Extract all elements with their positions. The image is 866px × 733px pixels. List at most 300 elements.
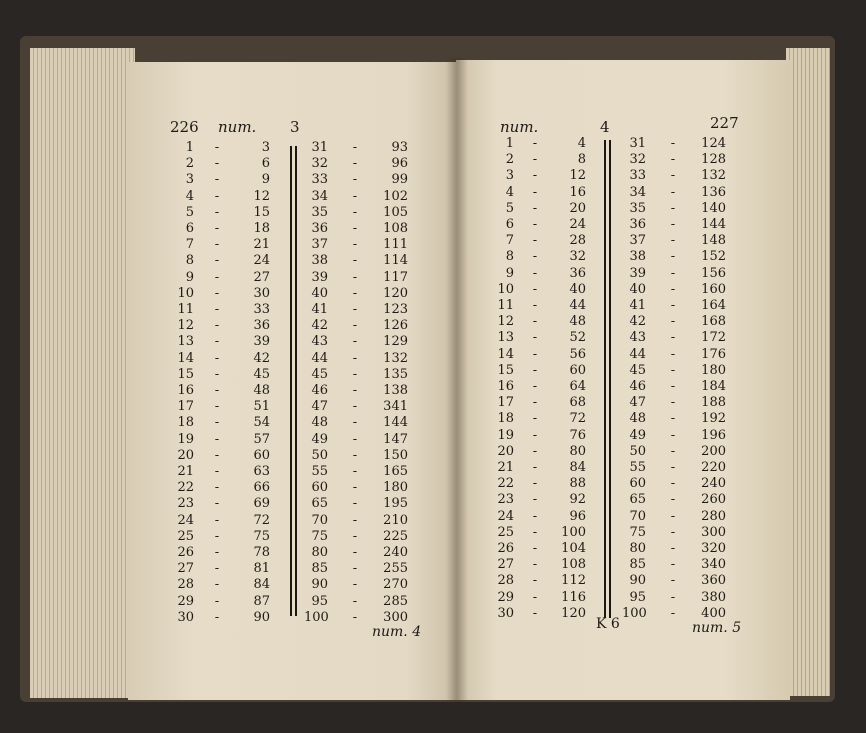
- row-number: 28: [177, 577, 194, 593]
- row-separator: -: [670, 233, 676, 249]
- row-number: 11: [497, 298, 514, 313]
- row-number: 13: [177, 334, 194, 350]
- row-number: 5: [505, 200, 514, 216]
- row-number: 10: [497, 281, 514, 297]
- right-column-rule: [604, 140, 606, 618]
- row-separator: -: [532, 314, 538, 330]
- row-separator: -: [532, 362, 538, 378]
- row-separator: -: [532, 152, 538, 168]
- row-product: 147: [383, 431, 408, 447]
- row-separator: -: [532, 605, 538, 621]
- row-separator: -: [352, 302, 358, 317]
- row-number: 70: [629, 508, 646, 524]
- row-number: 43: [311, 334, 328, 350]
- left-header-label: num.: [218, 118, 257, 136]
- row-separator: -: [670, 492, 676, 508]
- row-separator: -: [670, 152, 676, 168]
- row-product: 114: [383, 253, 408, 269]
- book-gutter: [446, 58, 468, 702]
- row-product: 285: [383, 593, 408, 609]
- row-separator: -: [214, 561, 220, 577]
- row-product: 33: [253, 302, 270, 317]
- row-product: 400: [701, 605, 726, 621]
- row-separator: -: [352, 334, 358, 350]
- row-number: 90: [311, 577, 328, 593]
- row-separator: -: [532, 379, 538, 394]
- row-separator: -: [670, 411, 676, 427]
- row-separator: -: [352, 464, 358, 479]
- row-number: 25: [177, 528, 194, 544]
- row-product: 99: [391, 172, 408, 188]
- row-separator: -: [532, 281, 538, 297]
- row-separator: -: [352, 577, 358, 593]
- row-separator: -: [214, 545, 220, 560]
- row-number: 7: [505, 233, 514, 249]
- row-product: 116: [561, 589, 586, 605]
- row-product: 270: [383, 577, 408, 593]
- row-number: 3: [505, 168, 514, 184]
- row-product: 72: [569, 411, 586, 427]
- row-number: 9: [185, 269, 194, 285]
- row-product: 120: [383, 285, 408, 301]
- row-product: 69: [253, 496, 270, 512]
- row-product: 4: [577, 136, 586, 151]
- row-number: 27: [177, 561, 194, 577]
- row-product: 24: [569, 217, 586, 232]
- row-separator: -: [532, 136, 538, 151]
- left-column-rule: [295, 146, 297, 616]
- row-separator: -: [352, 447, 358, 463]
- row-separator: -: [532, 233, 538, 249]
- row-separator: -: [670, 427, 676, 443]
- row-number: 38: [311, 253, 328, 269]
- row-number: 31: [311, 140, 328, 155]
- row-number: 42: [311, 318, 328, 334]
- row-number: 12: [497, 314, 514, 330]
- row-number: 41: [629, 298, 646, 313]
- row-product: 260: [701, 492, 726, 508]
- row-separator: -: [670, 557, 676, 573]
- row-separator: -: [214, 302, 220, 317]
- right-header-number: 4: [600, 118, 610, 136]
- row-separator: -: [532, 217, 538, 232]
- row-product: 100: [561, 524, 586, 540]
- row-product: 340: [701, 557, 726, 573]
- row-product: 12: [569, 168, 586, 184]
- row-number: 34: [629, 184, 646, 200]
- row-product: 104: [561, 541, 586, 556]
- row-number: 40: [629, 281, 646, 297]
- row-number: 36: [311, 221, 328, 236]
- row-separator: -: [532, 427, 538, 443]
- row-product: 80: [569, 443, 586, 459]
- row-number: 22: [497, 476, 514, 492]
- row-separator: -: [532, 395, 538, 411]
- row-product: 90: [253, 609, 270, 625]
- row-separator: -: [670, 508, 676, 524]
- row-number: 50: [629, 443, 646, 459]
- row-number: 3: [185, 172, 194, 188]
- row-number: 14: [497, 346, 514, 362]
- row-number: 28: [497, 573, 514, 589]
- row-product: 84: [253, 577, 270, 593]
- row-separator: -: [214, 172, 220, 188]
- row-product: 124: [701, 136, 726, 151]
- row-separator: -: [214, 156, 220, 172]
- row-product: 180: [383, 480, 408, 496]
- row-number: 6: [505, 217, 514, 232]
- row-separator: -: [670, 184, 676, 200]
- row-product: 341: [383, 399, 408, 415]
- page-edges-right: [786, 48, 830, 696]
- row-separator: -: [352, 609, 358, 625]
- row-product: 64: [569, 379, 586, 394]
- left-footer-catchword: num. 4: [372, 624, 422, 640]
- row-separator: -: [670, 249, 676, 265]
- row-separator: -: [214, 609, 220, 625]
- row-product: 81: [253, 561, 270, 577]
- row-separator: -: [670, 589, 676, 605]
- row-number: 42: [629, 314, 646, 330]
- row-number: 43: [629, 330, 646, 346]
- row-separator: -: [532, 249, 538, 265]
- row-separator: -: [214, 577, 220, 593]
- row-number: 38: [629, 249, 646, 265]
- row-number: 55: [311, 464, 328, 479]
- row-product: 20: [569, 200, 586, 216]
- row-separator: -: [670, 168, 676, 184]
- row-separator: -: [532, 524, 538, 540]
- row-separator: -: [670, 314, 676, 330]
- row-product: 44: [569, 298, 586, 313]
- page-edges-left: [30, 48, 135, 698]
- row-number: 18: [177, 415, 194, 431]
- row-product: 123: [383, 302, 408, 317]
- row-separator: -: [214, 366, 220, 382]
- row-number: 29: [497, 589, 514, 605]
- row-product: 51: [253, 399, 270, 415]
- row-number: 7: [185, 237, 194, 253]
- row-number: 41: [311, 302, 328, 317]
- row-separator: -: [532, 443, 538, 459]
- row-product: 210: [383, 512, 408, 528]
- row-product: 132: [383, 350, 408, 366]
- row-separator: -: [352, 366, 358, 382]
- row-separator: -: [670, 281, 676, 297]
- row-product: 188: [701, 395, 726, 411]
- row-separator: -: [214, 415, 220, 431]
- row-number: 11: [177, 302, 194, 317]
- row-number: 35: [311, 204, 328, 220]
- row-separator: -: [532, 589, 538, 605]
- row-number: 20: [497, 443, 514, 459]
- row-number: 75: [311, 528, 328, 544]
- row-product: 96: [569, 508, 586, 524]
- row-separator: -: [214, 253, 220, 269]
- row-number: 4: [505, 184, 514, 200]
- row-product: 18: [253, 221, 270, 236]
- row-number: 95: [311, 593, 328, 609]
- right-page: [456, 60, 790, 700]
- row-number: 36: [629, 217, 646, 232]
- row-product: 111: [383, 237, 408, 253]
- row-number: 23: [497, 492, 514, 508]
- row-separator: -: [670, 443, 676, 459]
- row-product: 32: [569, 249, 586, 265]
- row-product: 42: [253, 350, 270, 366]
- row-separator: -: [214, 334, 220, 350]
- row-separator: -: [670, 460, 676, 475]
- row-separator: -: [214, 204, 220, 220]
- row-separator: -: [532, 573, 538, 589]
- row-separator: -: [214, 528, 220, 544]
- row-product: 132: [701, 168, 726, 184]
- row-number: 1: [185, 140, 194, 155]
- row-separator: -: [532, 411, 538, 427]
- row-number: 44: [629, 346, 646, 362]
- row-separator: -: [532, 168, 538, 184]
- row-separator: -: [532, 476, 538, 492]
- row-number: 48: [629, 411, 646, 427]
- row-product: 21: [253, 237, 270, 253]
- row-number: 32: [629, 152, 646, 168]
- row-number: 8: [185, 253, 194, 269]
- row-product: 40: [569, 281, 586, 297]
- row-number: 90: [629, 573, 646, 589]
- row-product: 144: [701, 217, 726, 232]
- row-product: 156: [701, 265, 726, 281]
- row-separator: -: [214, 593, 220, 609]
- row-separator: -: [352, 204, 358, 220]
- row-product: 45: [253, 366, 270, 382]
- row-product: 68: [569, 395, 586, 411]
- row-product: 54: [253, 415, 270, 431]
- row-number: 47: [629, 395, 646, 411]
- row-product: 75: [253, 528, 270, 544]
- row-number: 95: [629, 589, 646, 605]
- row-number: 85: [311, 561, 328, 577]
- row-product: 380: [701, 589, 726, 605]
- row-separator: -: [532, 492, 538, 508]
- row-separator: -: [214, 285, 220, 301]
- row-product: 66: [253, 480, 270, 496]
- row-number: 24: [177, 512, 194, 528]
- row-separator: -: [352, 545, 358, 560]
- row-number: 37: [311, 237, 328, 253]
- row-product: 172: [701, 330, 726, 346]
- row-separator: -: [670, 217, 676, 232]
- row-product: 152: [701, 249, 726, 265]
- row-product: 48: [569, 314, 586, 330]
- row-number: 32: [311, 156, 328, 172]
- row-number: 33: [311, 172, 328, 188]
- row-separator: -: [214, 480, 220, 496]
- row-number: 49: [629, 427, 646, 443]
- row-separator: -: [352, 561, 358, 577]
- row-product: 240: [383, 545, 408, 560]
- row-separator: -: [214, 140, 220, 155]
- row-product: 225: [383, 528, 408, 544]
- row-product: 180: [701, 362, 726, 378]
- row-number: 60: [629, 476, 646, 492]
- row-product: 184: [701, 379, 726, 394]
- row-product: 135: [383, 366, 408, 382]
- row-separator: -: [352, 285, 358, 301]
- row-separator: -: [532, 460, 538, 475]
- row-product: 28: [569, 233, 586, 249]
- row-number: 21: [177, 464, 194, 479]
- row-product: 160: [701, 281, 726, 297]
- row-product: 240: [701, 476, 726, 492]
- row-separator: -: [352, 383, 358, 398]
- row-product: 48: [253, 383, 270, 398]
- left-page: [128, 62, 456, 700]
- row-number: 100: [304, 609, 329, 625]
- row-product: 195: [383, 496, 408, 512]
- row-separator: -: [214, 512, 220, 528]
- row-number: 29: [177, 593, 194, 609]
- row-separator: -: [532, 200, 538, 216]
- row-separator: -: [214, 350, 220, 366]
- row-number: 85: [629, 557, 646, 573]
- row-number: 75: [629, 524, 646, 540]
- row-number: 12: [177, 318, 194, 334]
- row-product: 3: [261, 140, 270, 155]
- row-separator: -: [352, 140, 358, 155]
- row-product: 148: [701, 233, 726, 249]
- row-number: 10: [177, 285, 194, 301]
- row-number: 37: [629, 233, 646, 249]
- row-product: 39: [253, 334, 270, 350]
- row-number: 30: [497, 605, 514, 621]
- row-separator: -: [352, 237, 358, 253]
- row-separator: -: [352, 593, 358, 609]
- row-number: 25: [497, 524, 514, 540]
- row-separator: -: [532, 557, 538, 573]
- row-number: 100: [622, 605, 647, 621]
- row-number: 31: [629, 136, 646, 151]
- row-product: 30: [253, 285, 270, 301]
- row-separator: -: [670, 379, 676, 394]
- row-product: 117: [383, 269, 408, 285]
- row-separator: -: [214, 431, 220, 447]
- row-separator: -: [352, 221, 358, 236]
- row-product: 88: [569, 476, 586, 492]
- row-product: 36: [253, 318, 270, 334]
- row-number: 70: [311, 512, 328, 528]
- row-number: 50: [311, 447, 328, 463]
- row-product: 138: [383, 383, 408, 398]
- row-product: 15: [253, 204, 270, 220]
- row-number: 20: [177, 447, 194, 463]
- row-product: 78: [253, 545, 270, 560]
- row-product: 52: [569, 330, 586, 346]
- row-product: 9: [261, 172, 270, 188]
- row-number: 80: [311, 545, 328, 560]
- row-product: 112: [561, 573, 586, 589]
- row-number: 55: [629, 460, 646, 475]
- row-separator: -: [670, 476, 676, 492]
- row-number: 30: [177, 609, 194, 625]
- row-number: 2: [185, 156, 194, 172]
- row-product: 12: [253, 188, 270, 204]
- row-separator: -: [214, 447, 220, 463]
- row-number: 8: [505, 249, 514, 265]
- row-product: 57: [253, 431, 270, 447]
- row-separator: -: [352, 188, 358, 204]
- row-product: 108: [561, 557, 586, 573]
- row-product: 164: [701, 298, 726, 313]
- row-product: 136: [701, 184, 726, 200]
- row-separator: -: [214, 383, 220, 398]
- row-number: 9: [505, 265, 514, 281]
- row-separator: -: [352, 512, 358, 528]
- row-number: 1: [505, 136, 514, 151]
- row-number: 15: [177, 366, 194, 382]
- row-number: 45: [311, 366, 328, 382]
- row-separator: -: [352, 350, 358, 366]
- row-number: 14: [177, 350, 194, 366]
- row-product: 300: [383, 609, 408, 625]
- row-separator: -: [670, 298, 676, 313]
- row-separator: -: [352, 269, 358, 285]
- row-separator: -: [214, 464, 220, 479]
- row-separator: -: [214, 318, 220, 334]
- row-product: 92: [569, 492, 586, 508]
- row-separator: -: [532, 330, 538, 346]
- row-separator: -: [352, 431, 358, 447]
- row-number: 27: [497, 557, 514, 573]
- row-number: 65: [629, 492, 646, 508]
- row-separator: -: [670, 541, 676, 556]
- row-separator: -: [352, 528, 358, 544]
- right-footer-catchword: num. 5: [692, 620, 742, 636]
- row-separator: -: [352, 399, 358, 415]
- row-separator: -: [532, 541, 538, 556]
- left-page-number: 226: [170, 118, 199, 136]
- row-separator: -: [352, 156, 358, 172]
- row-product: 60: [569, 362, 586, 378]
- row-number: 80: [629, 541, 646, 556]
- row-separator: -: [532, 346, 538, 362]
- row-product: 120: [561, 605, 586, 621]
- row-number: 15: [497, 362, 514, 378]
- row-number: 49: [311, 431, 328, 447]
- row-separator: -: [532, 184, 538, 200]
- row-number: 2: [505, 152, 514, 168]
- row-product: 255: [383, 561, 408, 577]
- row-product: 24: [253, 253, 270, 269]
- row-number: 65: [311, 496, 328, 512]
- row-product: 128: [701, 152, 726, 168]
- row-product: 144: [383, 415, 408, 431]
- right-header-label: num.: [500, 118, 539, 136]
- row-number: 17: [177, 399, 194, 415]
- row-number: 18: [497, 411, 514, 427]
- row-separator: -: [532, 265, 538, 281]
- left-column-rule: [290, 146, 292, 616]
- row-product: 108: [383, 221, 408, 236]
- row-product: 96: [391, 156, 408, 172]
- row-product: 196: [701, 427, 726, 443]
- row-number: 46: [629, 379, 646, 394]
- row-product: 165: [383, 464, 408, 479]
- row-product: 72: [253, 512, 270, 528]
- row-product: 360: [701, 573, 726, 589]
- row-product: 76: [569, 427, 586, 443]
- row-separator: -: [670, 395, 676, 411]
- row-product: 27: [253, 269, 270, 285]
